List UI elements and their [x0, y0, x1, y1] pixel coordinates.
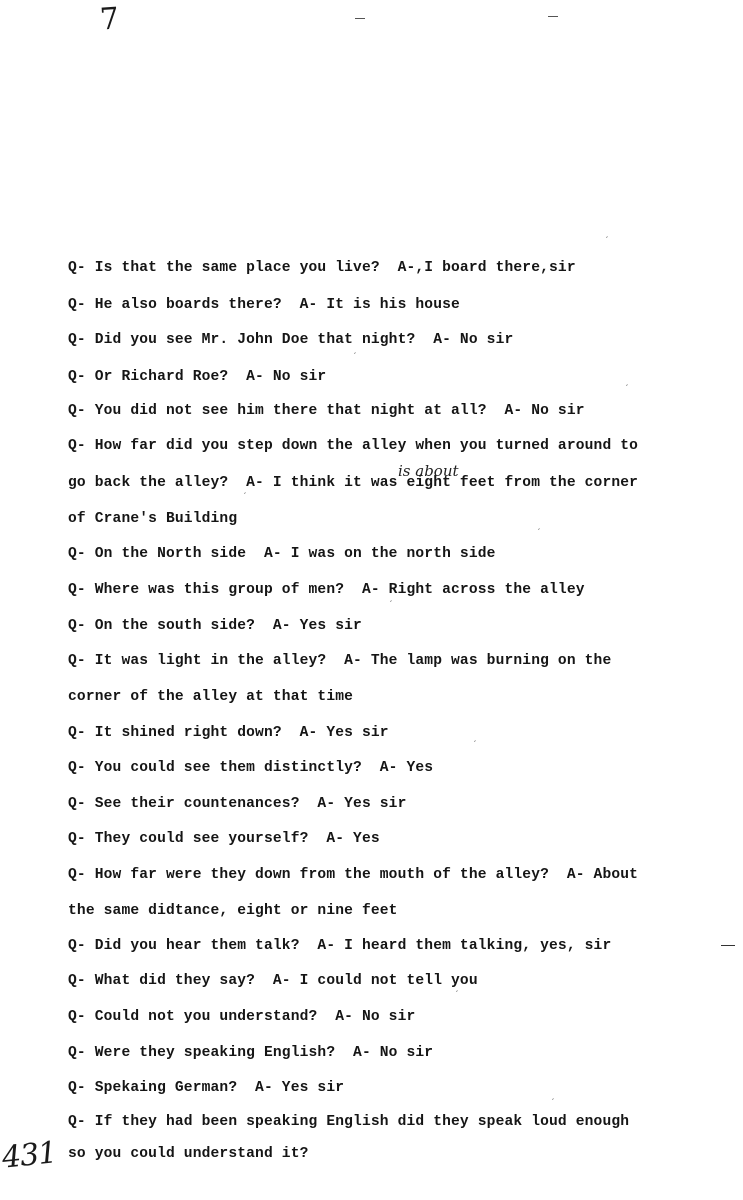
tick-mark: ′ — [538, 528, 541, 538]
top-mark — [355, 18, 365, 19]
transcript-line: Q- Or Richard Roe? A- No sir — [68, 369, 327, 385]
transcript-line: Q- You did not see him there that night at all? A- No sir — [68, 403, 585, 419]
tick-mark: ′ — [606, 236, 609, 246]
tick-mark: ′ — [390, 600, 393, 610]
transcript-line: Q- On the south side? A- Yes sir — [68, 618, 362, 634]
edge-mark — [721, 945, 735, 946]
tick-mark: ′ — [354, 352, 357, 362]
handwritten-insertion: is about — [398, 462, 459, 480]
tick-mark: ′ — [244, 492, 247, 502]
margin-number: 431 — [0, 1135, 58, 1176]
transcript-line: Q- Could not you understand? A- No sir — [68, 1009, 416, 1025]
transcript-line: Q- It was light in the alley? A- The lamp was burning on the — [68, 653, 612, 669]
transcript-line: Q- Spekaing German? A- Yes sir — [68, 1080, 345, 1096]
transcript-line: Q- What did they say? A- I could not tell you — [68, 973, 478, 989]
tick-mark: ′ — [474, 740, 477, 750]
transcript-line: so you could understand it? — [68, 1146, 309, 1162]
transcript-line: Q- See their countenances? A- Yes sir — [68, 796, 407, 812]
transcript-line: of Crane's Building — [68, 511, 238, 527]
transcript-line: Q- You could see them distinctly? A- Yes — [68, 760, 434, 776]
transcript-line: Q- Is that the same place you live? A-,I board there,sir — [68, 260, 576, 276]
transcript-line: the same didtance, eight or nine feet — [68, 903, 398, 919]
tick-mark: ′ — [456, 990, 459, 1000]
transcript-line: Q- Were they speaking English? A- No sir — [68, 1045, 434, 1061]
tick-mark: ′ — [552, 1098, 555, 1108]
transcript-line: Q- How far were they down from the mouth of the alley? A- About — [68, 867, 639, 883]
transcript-line: Q- He also boards there? A- It is his house — [68, 297, 460, 313]
transcript-line: go back the alley? A- I think it was eight feet from the corner — [68, 475, 639, 491]
transcript-line: Q- How far did you step down the alley when you turned around to — [68, 438, 639, 454]
top-mark — [548, 16, 558, 17]
transcript-line: Q- It shined right down? A- Yes sir — [68, 725, 389, 741]
transcript-line: Q- Where was this group of men? A- Right across the alley — [68, 582, 585, 598]
tick-mark: ′ — [626, 384, 629, 394]
transcript-line: Q- Did you see Mr. John Doe that night? A- No sir — [68, 332, 514, 348]
transcript-line: Q- On the North side A- I was on the north side — [68, 546, 496, 562]
transcript-line: corner of the alley at that time — [68, 689, 354, 705]
transcript-line: Q- They could see yourself? A- Yes — [68, 831, 380, 847]
transcript-line: Q- Did you hear them talk? A- I heard them talking, yes, sir — [68, 938, 612, 954]
page-number: 7 — [98, 1, 121, 38]
transcript-line: Q- If they had been speaking English did they speak loud enough — [68, 1114, 630, 1130]
